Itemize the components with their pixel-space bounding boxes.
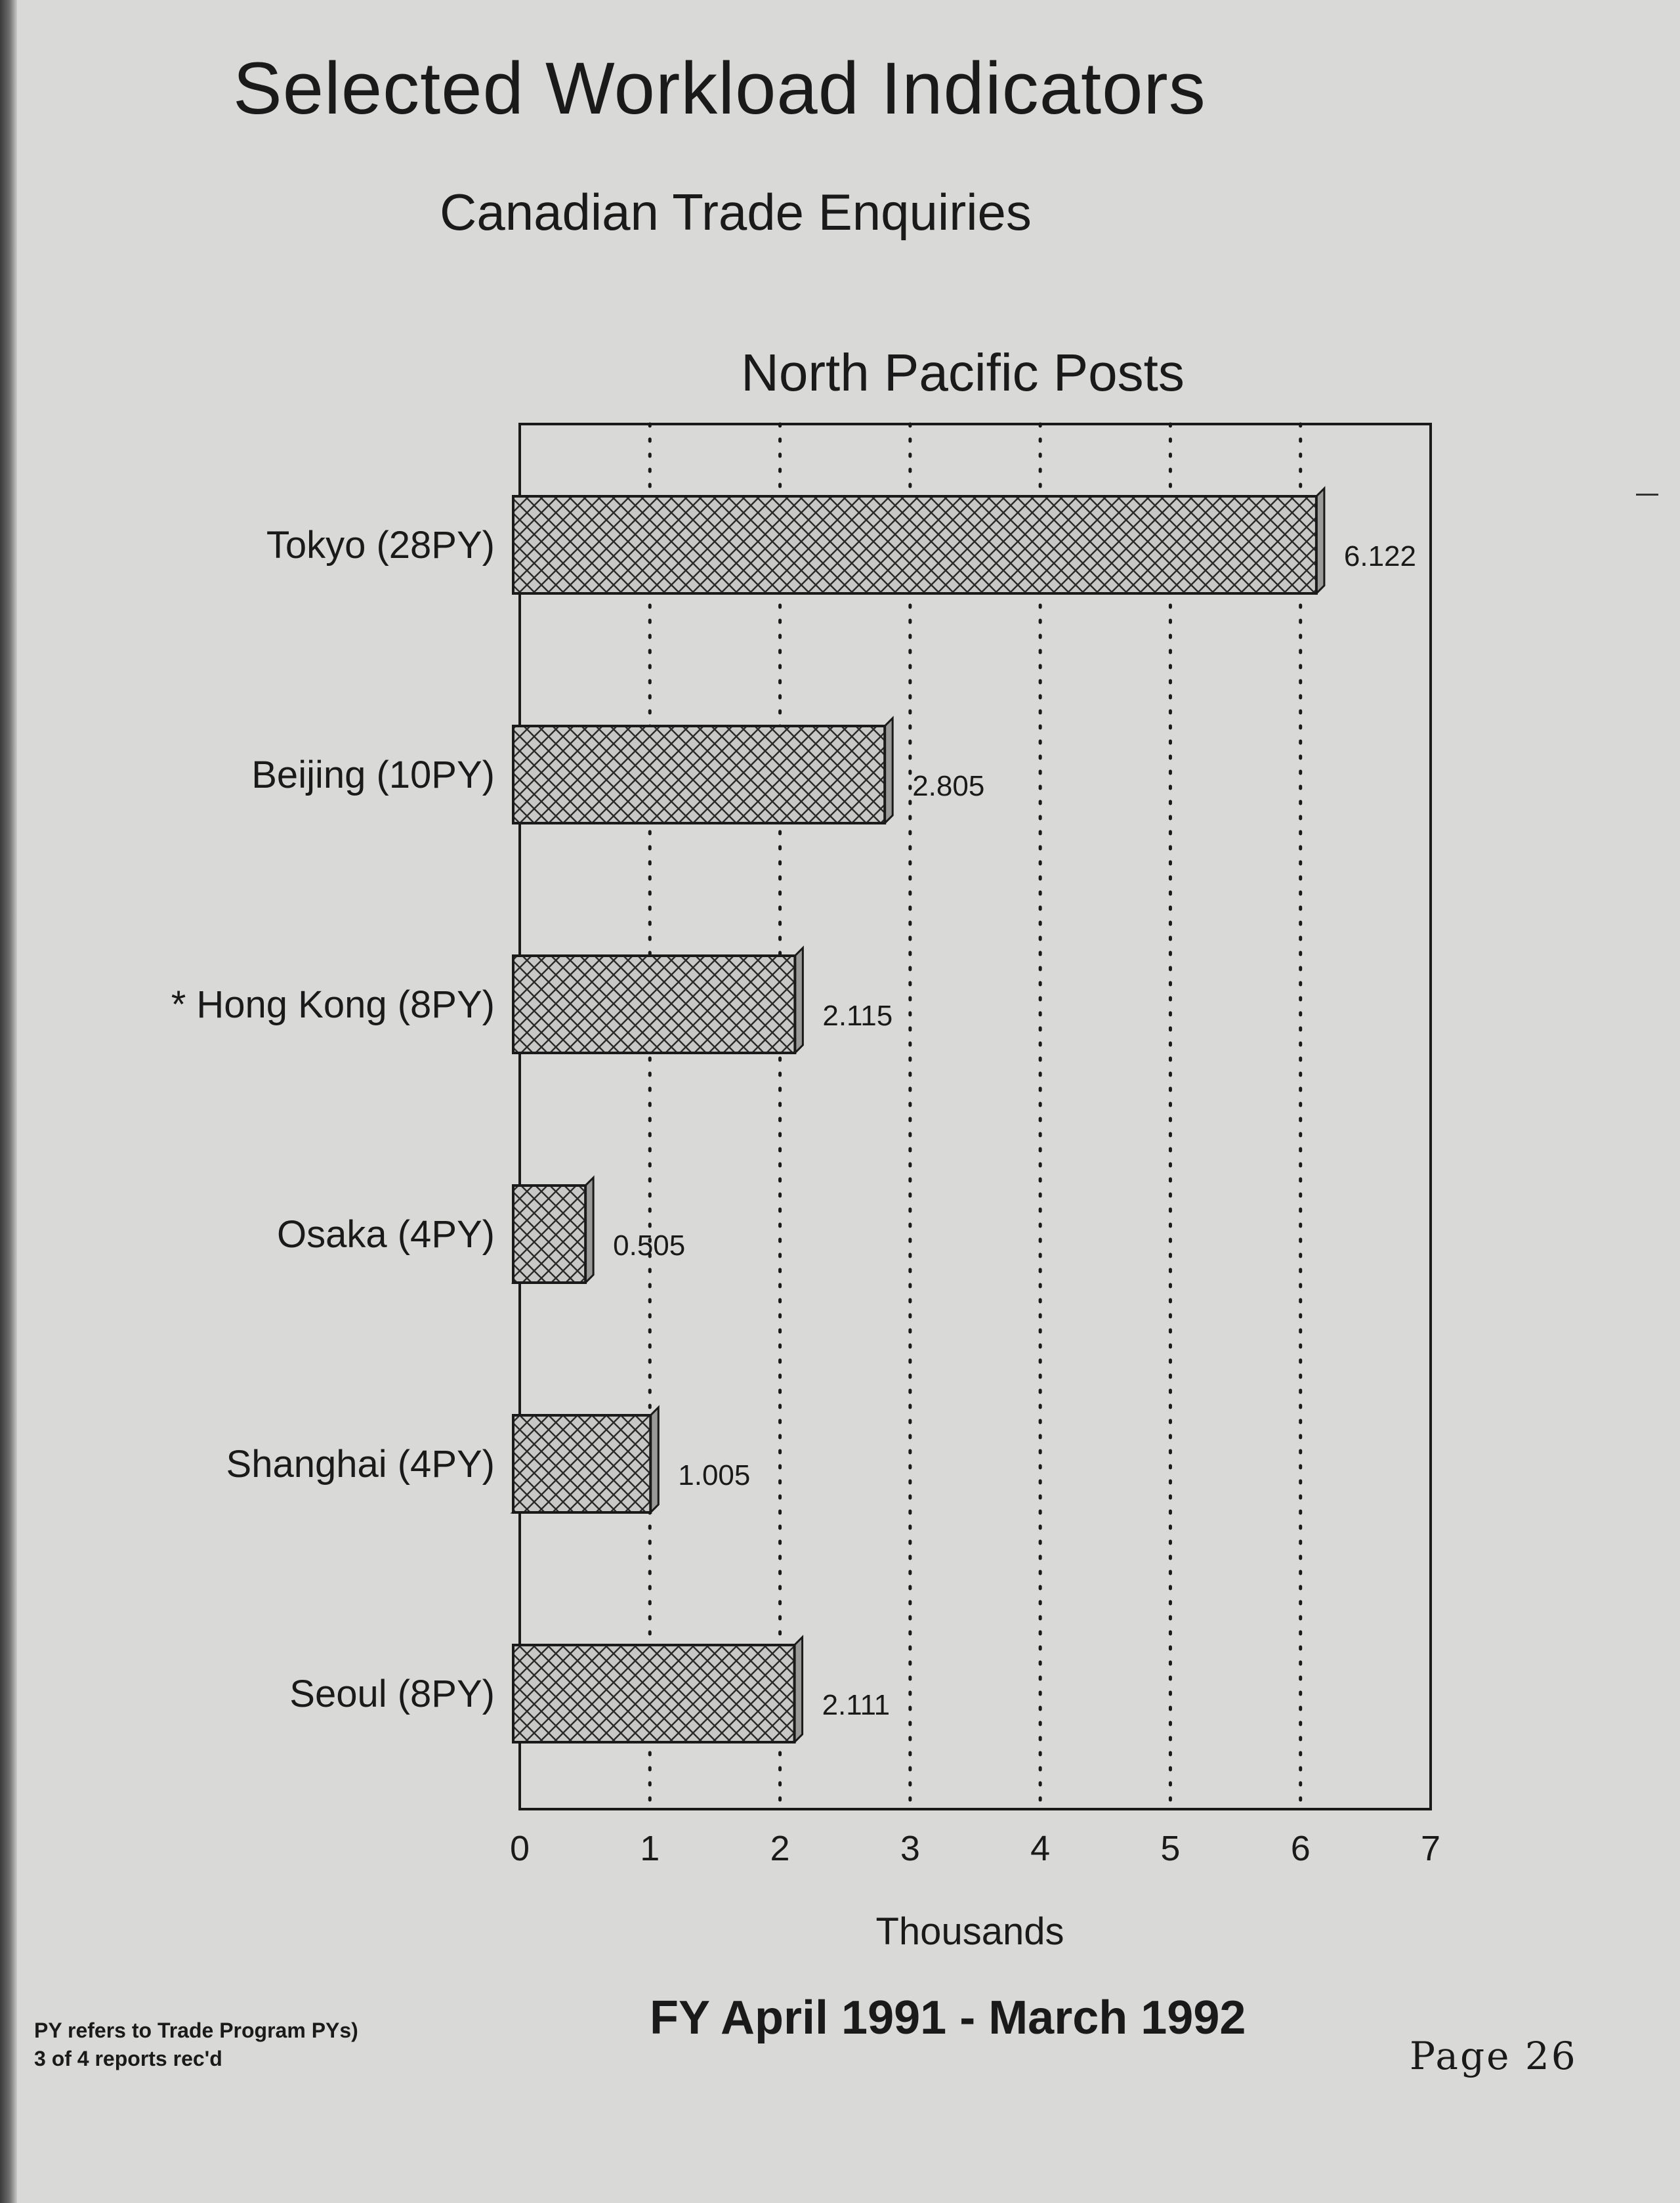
category-labels xyxy=(171,524,495,1715)
category-label: * Hong Kong (8PY) xyxy=(171,983,495,1026)
x-tick-label: 4 xyxy=(1030,1829,1051,1868)
x-tick-label: 6 xyxy=(1290,1829,1311,1868)
value-label: 2.115 xyxy=(822,1000,893,1032)
x-tick-label: 3 xyxy=(900,1829,920,1868)
bar xyxy=(513,496,1316,593)
value-label: 0.505 xyxy=(613,1230,686,1262)
footnote-py: PY refers to Trade Program PYs) xyxy=(34,2019,358,2042)
x-tick-label: 5 xyxy=(1160,1829,1181,1868)
category-label: Seoul (8PY) xyxy=(289,1673,495,1715)
page-subtitle: Canadian Trade Enquiries xyxy=(440,183,1032,241)
footnote-reports: 3 of 4 reports rec'd xyxy=(34,2047,222,2070)
bar xyxy=(513,956,795,1053)
value-label: 2.111 xyxy=(822,1689,891,1721)
plot-frame xyxy=(520,424,1431,1809)
bar xyxy=(513,1415,650,1512)
page-number: Page 26 xyxy=(1410,2034,1578,2078)
value-label: 2.805 xyxy=(912,770,985,802)
x-axis-title: Thousands xyxy=(875,1910,1064,1953)
fiscal-year-label: FY April 1991 - March 1992 xyxy=(650,1992,1246,2044)
value-label: 1.005 xyxy=(678,1459,751,1491)
x-tick-label: 1 xyxy=(640,1829,660,1868)
bar xyxy=(513,1186,585,1283)
grid-lines xyxy=(650,424,1300,1809)
value-label: 6.122 xyxy=(1343,540,1417,572)
chart-title: North Pacific Posts xyxy=(741,343,1185,402)
value-labels xyxy=(613,540,1416,1721)
page-title: Selected Workload Indicators xyxy=(233,47,1206,129)
x-tick-labels xyxy=(510,1829,1440,1868)
bar xyxy=(513,726,885,823)
bar xyxy=(513,1645,795,1742)
category-label: Beijing (10PY) xyxy=(251,754,495,796)
x-tick-label: 2 xyxy=(770,1829,790,1868)
margin-mark xyxy=(1636,494,1658,496)
x-tick-label: 7 xyxy=(1420,1829,1441,1868)
category-label: Tokyo (28PY) xyxy=(266,524,495,567)
bars xyxy=(513,488,1324,1742)
category-label: Osaka (4PY) xyxy=(277,1213,495,1256)
x-tick-label: 0 xyxy=(509,1829,530,1868)
category-label: Shanghai (4PY) xyxy=(226,1443,495,1486)
